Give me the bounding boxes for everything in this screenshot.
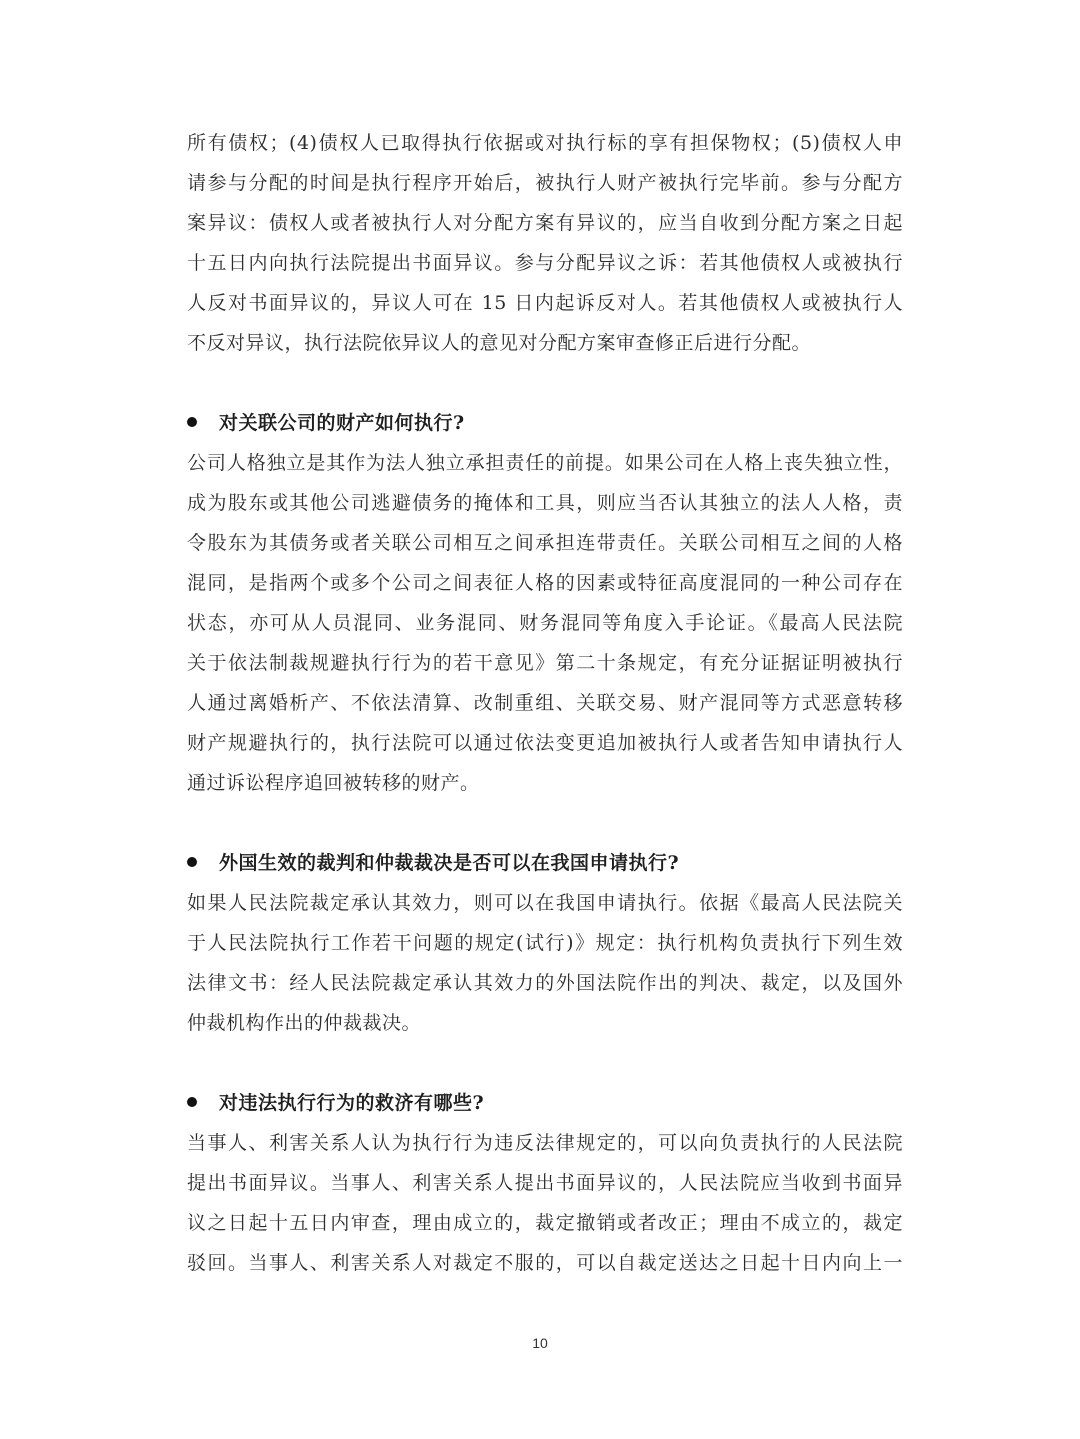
text-line: 驳回。当事人、利害关系人对裁定不服的，可以自裁定送达之日起十日内向上一 (187, 1252, 903, 1274)
section-heading-text: 外国生效的裁判和仲裁裁决是否可以在我国申请执行? (219, 852, 680, 874)
text-line: 法律文书：经人民法院裁定承认其效力的外国法院作出的判决、裁定，以及国外 (187, 972, 903, 994)
section-heading-text: 对关联公司的财产如何执行? (219, 412, 465, 434)
text-line: 议之日起十五日内审查，理由成立的，裁定撤销或者改正；理由不成立的，裁定 (187, 1212, 903, 1234)
bullet-icon (187, 1097, 197, 1107)
section-paragraph (187, 1123, 903, 1283)
text-line: 当事人、利害关系人认为执行行为违反法律规定的，可以向负责执行的人民法院 (187, 1132, 903, 1154)
text-line: 如果人民法院裁定承认其效力，则可以在我国申请执行。依据《最高人民法院关 (187, 892, 903, 914)
text-line: 不反对异议，执行法院依异议人的意见对分配方案审查修正后进行分配。 (187, 332, 812, 354)
section-heading-text: 对违法执行行为的救济有哪些? (219, 1092, 485, 1114)
section-paragraph (187, 443, 903, 803)
text-line: 人反对书面异议的，异议人可在 15 日内起诉反对人。若其他债权人或被执行人 (187, 292, 903, 314)
section-paragraph (187, 883, 903, 1043)
text-line: 关于依法制裁规避执行行为的若干意见》第二十条规定，有充分证据证明被执行 (187, 652, 903, 674)
page-number: 10 (532, 1335, 548, 1351)
text-line: 提出书面异议。当事人、利害关系人提出书面异议的，人民法院应当收到书面异 (187, 1172, 903, 1194)
text-line: 状态，亦可从人员混同、业务混同、财务混同等角度入手论证。《最高人民法院 (187, 612, 903, 634)
text-line: 成为股东或其他公司逃避债务的掩体和工具，则应当否认其独立的法人人格，责 (187, 492, 903, 514)
text-line: 请参与分配的时间是执行程序开始后，被执行人财产被执行完毕前。参与分配方 (187, 172, 903, 194)
text-line: 仲裁机构作出的仲裁裁决。 (187, 1012, 422, 1034)
section-heading (187, 843, 679, 883)
text-line: 于人民法院执行工作若干问题的规定(试行)》规定：执行机构负责执行下列生效 (187, 932, 903, 954)
section-heading (187, 1083, 484, 1123)
bullet-icon (187, 857, 197, 867)
text-line: 人通过离婚析产、不依法清算、改制重组、关联交易、财产混同等方式恶意转移 (187, 692, 903, 714)
text-line: 令股东为其债务或者关联公司相互之间承担连带责任。关联公司相互之间的人格 (187, 532, 903, 554)
text-line: 混同，是指两个或多个公司之间表征人格的因素或特征高度混同的一种公司存在 (187, 572, 903, 594)
paragraph-continuation (187, 123, 903, 363)
text-line: 财产规避执行的，执行法院可以通过依法变更追加被执行人或者告知申请执行人 (187, 732, 903, 754)
text-line: 案异议：债权人或者被执行人对分配方案有异议的，应当自收到分配方案之日起 (187, 212, 903, 234)
text-line: 十五日内向执行法院提出书面异议。参与分配异议之诉：若其他债权人或被执行 (187, 252, 903, 274)
text-line: 公司人格独立是其作为法人独立承担责任的前提。如果公司在人格上丧失独立性， (187, 452, 903, 474)
section-heading (187, 403, 465, 443)
text-line: 所有债权；(4)债权人已取得执行依据或对执行标的享有担保物权；(5)债权人申 (187, 132, 903, 154)
bullet-icon (187, 417, 197, 427)
text-line: 通过诉讼程序追回被转移的财产。 (187, 772, 480, 794)
